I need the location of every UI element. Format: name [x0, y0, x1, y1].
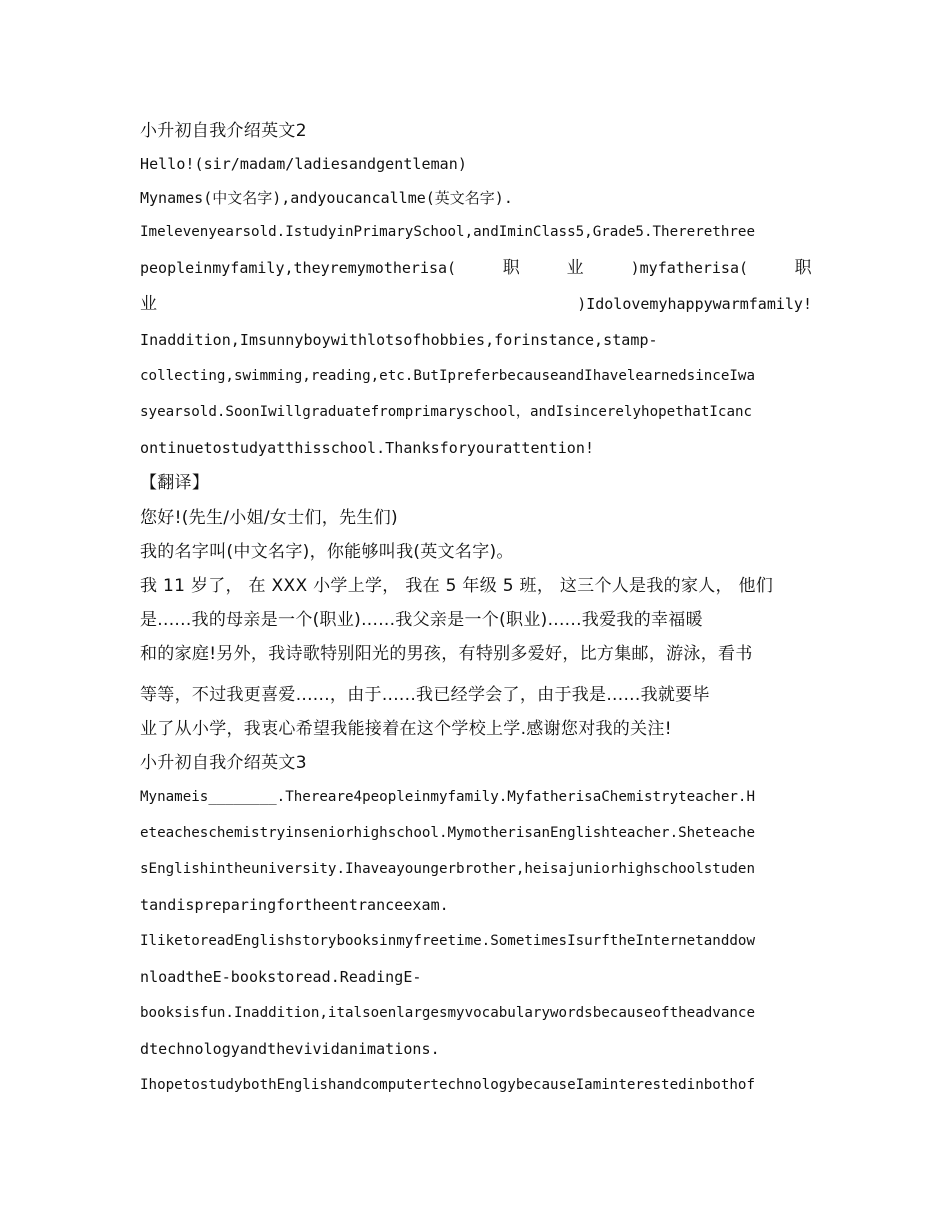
section-2-title: 小升初自我介绍英文2	[140, 121, 307, 141]
name-line: Mynames(中文名字),andyoucancallme(英文名字).	[140, 189, 513, 207]
translation-line-7: 业了从小学，我衷心希望我能接着在这个学校上学.感谢您对我的关注!	[140, 719, 672, 739]
translation-line-1: 您好!(先生/小姐/女士们，先生们)	[140, 508, 398, 528]
section-3-line-5: IliketoreadEnglishstorybooksinmyfreetime.SometimesIsurftheInternetanddow	[140, 933, 755, 949]
section-3-line-7: booksisfun.Inaddition,italsoenlargesmyvocabularywordsbecauseoftheadvance	[140, 1005, 755, 1021]
thanks-line: ontinuetostudyatthisschool.Thanksforyourattention!	[140, 439, 595, 457]
section-3-line-6: nloadtheE-bookstoread.ReadingE-	[140, 968, 422, 986]
section-3-line-2: eteacheschemistryinseniorhighschool.MymotherisanEnglishteacher.Sheteache	[140, 825, 755, 841]
section-3-line-4: tandispreparingfortheentranceexam.	[140, 896, 449, 914]
age-line: Imelevenyearsold.IstudyinPrimarySchool,andIminClass5,Grade5.Thererethree	[140, 224, 755, 240]
family-line-continued	[140, 293, 812, 315]
section-3-line-8: dtechnologyandthevividanimations.	[140, 1040, 440, 1058]
graduate-line: syearsold.SoonIwillgraduatefromprimaryschool，andIsincerelyhopethatIcanc	[140, 404, 753, 420]
occupation-char-1: 职	[502, 258, 521, 278]
hobbies-line: Inaddition,Imsunnyboywithlotsofhobbies,forinstance,stamp-	[140, 331, 658, 349]
section-3-line-1: Mynameis________.Thereare4peopleinmyfamily.MyfatherisaChemistryteacher.H	[140, 789, 755, 805]
section-3-line-3: sEnglishintheuniversity.Ihaveayoungerbrother,heisajuniorhighschoolstuden	[140, 861, 755, 877]
family-line-part-1: peopleinmyfamily,theyremymotherisa(	[140, 259, 457, 277]
love-family-text: )Idolovemyhappywarmfamily!	[577, 295, 812, 313]
translation-line-4: 是......我的母亲是一个(职业)......我父亲是一个(职业)......我爱我的幸福暖	[140, 610, 703, 630]
occupation-char-2: 业	[566, 258, 584, 278]
occupation-char-3: 职	[794, 258, 812, 278]
family-line-part-2: )myfatherisa(	[630, 259, 749, 277]
section-3-line-9: IhopetostudybothEnglishandcomputertechnologybecauseIaminterestedinbothof	[140, 1077, 755, 1093]
family-line	[140, 257, 812, 279]
translation-line-2: 我的名字叫(中文名字)，你能够叫我(英文名字)。	[140, 542, 514, 562]
translation-line-3: 我 11 岁了， 在 XXX 小学上学， 我在 5 年级 5 班， 这三个人是我的家人， 他们	[140, 576, 774, 596]
translation-line-6: 等等，不过我更喜爱......，由于......我已经学会了，由于我是......我就要毕	[140, 685, 710, 705]
section-3-title: 小升初自我介绍英文3	[140, 753, 307, 773]
occupation-char-4: 业	[140, 294, 158, 314]
translation-line-5: 和的家庭!另外，我诗歌特别阳光的男孩，有特别多爱好，比方集邮，游泳，看书	[140, 644, 753, 664]
greeting-line: Hello!(sir/madam/ladiesandgentleman)	[140, 155, 467, 173]
translation-heading: 【翻译】	[140, 473, 210, 493]
hobbies-line-2: collecting,swimming,reading,etc.ButIpreferbecauseandIhavelearnedsinceIwa	[140, 368, 755, 384]
